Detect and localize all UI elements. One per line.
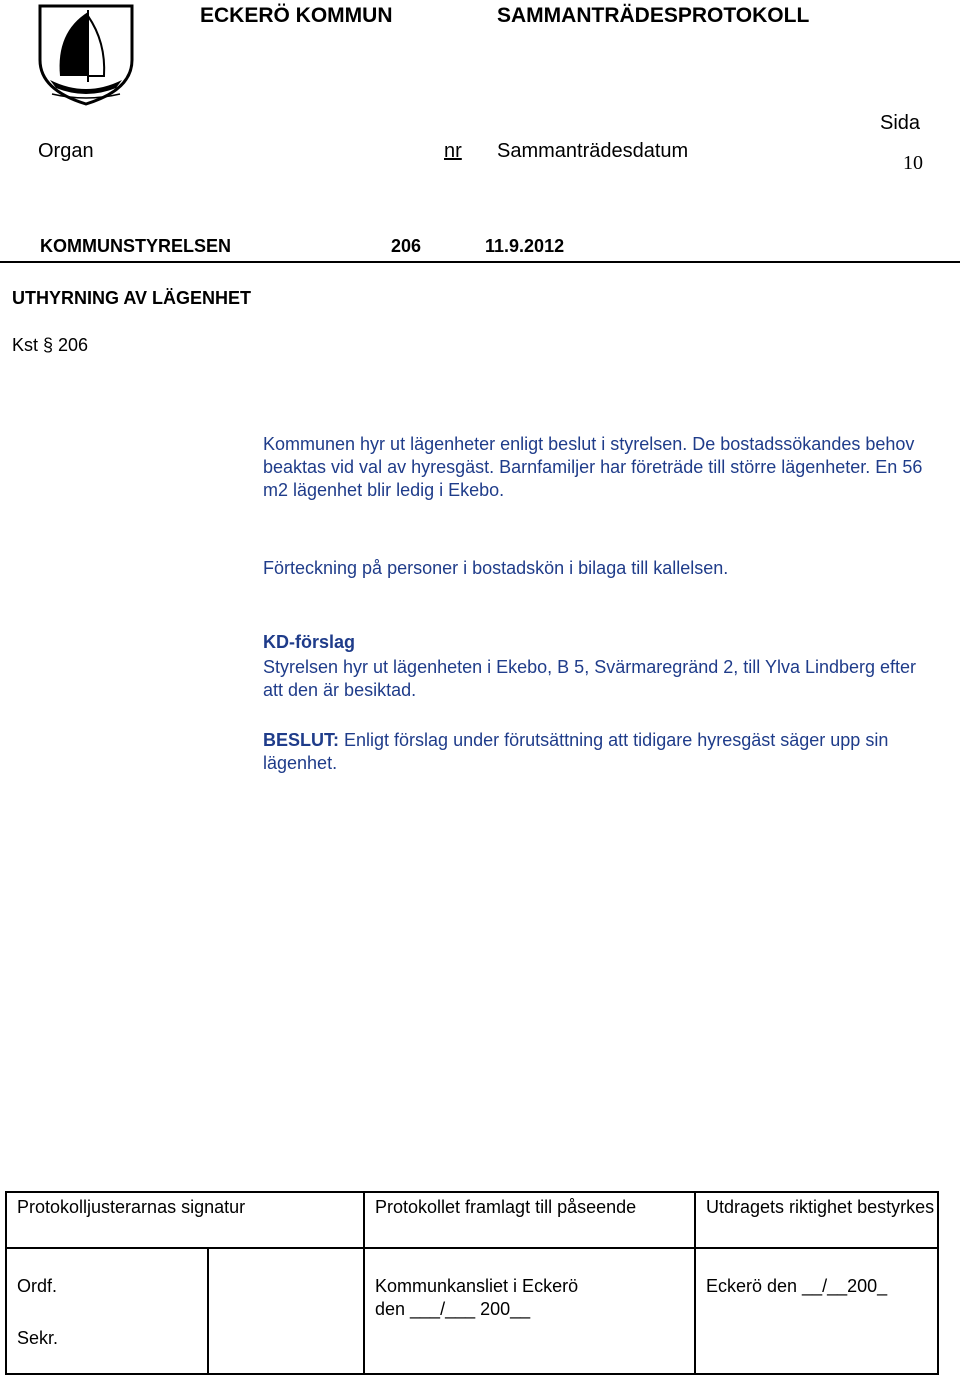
document-type: SAMMANTRÄDESPROTOKOLL: [497, 4, 810, 27]
paragraph-background: Kommunen hyr ut lägenheter enligt beslut i styrelsen. De bostadssökandes behov beaktas vid val av hyresgäst. Barnfamiljer har företräde till större lägenheter. En 56 m2 lägenhet blir ledig i Ekebo.: [263, 434, 923, 500]
col3-place-date: Eckerö den __/__200_: [706, 1276, 888, 1296]
table-col-divider: [207, 1247, 209, 1373]
municipal-crest-logo: [36, 2, 136, 106]
col2-header: Protokollet framlagt till påseende: [375, 1197, 637, 1217]
col3-header: Utdragets riktighet bestyrkes: [706, 1197, 935, 1217]
proposal-text: Styrelsen hyr ut lägenheten i Ekebo, B 5, Svärmaregränd 2, till Ylva Lindberg efter att den är besiktad.: [263, 657, 917, 700]
decision-label: BESLUT:: [263, 730, 339, 750]
page-number: 10: [903, 152, 923, 174]
col2-place: Kommunkansliet i Eckerö: [375, 1276, 579, 1296]
meeting-date: 11.9.2012: [485, 236, 565, 256]
table-col-divider: [363, 1247, 365, 1373]
table-col-divider: [694, 1193, 696, 1373]
table-row-divider: [7, 1247, 937, 1249]
decision-text: Enligt förslag under förutsättning att tidigare hyresgäst säger upp sin lägenhet.: [263, 730, 889, 773]
item-title: UTHYRNING AV LÄGENHET: [12, 288, 252, 308]
nr-label: nr: [444, 140, 462, 162]
col1-header: Protokolljusterarnas signatur: [17, 1197, 246, 1217]
col2-date: den ___/___ 200__: [375, 1299, 531, 1319]
date-label: Sammanträdesdatum: [497, 140, 689, 162]
decision: [263, 729, 923, 775]
signature-table: [5, 1191, 939, 1375]
sekr-label: Sekr.: [17, 1328, 59, 1348]
ordf-label: Ordf.: [17, 1276, 58, 1296]
page-label: Sida: [880, 112, 921, 134]
municipality-name: ECKERÖ KOMMUN: [200, 4, 393, 27]
proposal-heading: KD-förslag: [263, 632, 356, 652]
organ-value: KOMMUNSTYRELSEN: [40, 236, 232, 256]
table-col-divider: [363, 1193, 365, 1247]
header-divider: [0, 261, 960, 263]
paragraph-queue: Förteckning på personer i bostadskön i bilaga till kallelsen.: [263, 558, 729, 578]
paragraph-number: 206: [391, 236, 422, 256]
item-reference: Kst § 206: [12, 335, 89, 355]
organ-label: Organ: [38, 140, 94, 162]
